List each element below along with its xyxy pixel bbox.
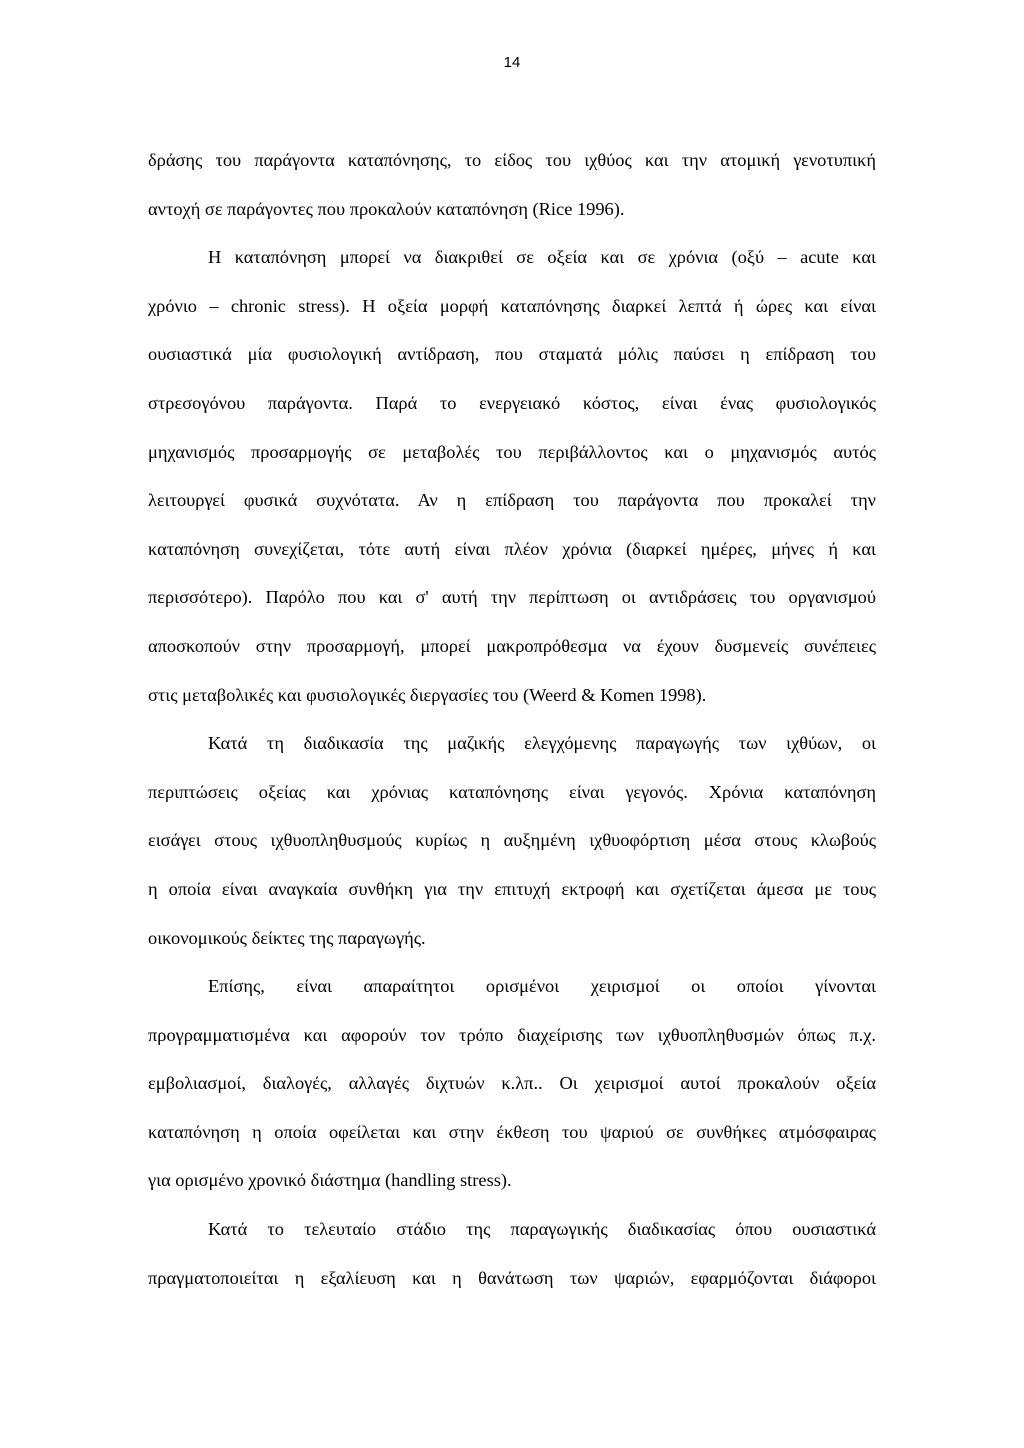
text-line: πραγματοποιείται η εξαλίευση και η θανάτωση των ψαριών, εφαρμόζονται διάφοροι [148, 1267, 876, 1288]
text-line: Κατά το τελευταίο στάδιο της παραγωγικής διαδικασίας όπου ουσιαστικά [208, 1219, 876, 1240]
text-line: προγραμματισμένα και αφορούν τον τρόπο διαχείρισης των ιχθυοπληθυσμών όπως π.χ. [148, 1024, 876, 1045]
text-line: η οποία είναι αναγκαία συνθήκη για την επιτυχή εκτροφή και σχετίζεται άμεσα με τους [148, 878, 876, 899]
text-line: Η καταπόνηση μπορεί να διακριθεί σε οξεία και σε χρόνια (οξύ – acute και [208, 247, 876, 268]
text-line: στρεσογόνου παράγοντα. Παρά το ενεργειακό κόστος, είναι ένας φυσιολογικός [148, 392, 876, 413]
body-text [148, 140, 876, 1306]
text-line: στις μεταβολικές και φυσιολογικές διεργασίες του (Weerd & Komen 1998). [148, 684, 707, 705]
text-line: Κατά τη διαδικασία της μαζικής ελεγχόμενης παραγωγής των ιχθύων, οι [208, 733, 876, 754]
text-line: καταπόνηση η οποία οφείλεται και στην έκθεση του ψαριού σε συνθήκες ατμόσφαιρας [148, 1121, 876, 1142]
text-line: οικονομικούς δείκτες της παραγωγής. [148, 927, 426, 948]
text-line: αποσκοπούν στην προσαρμογή, μπορεί μακροπρόθεσμα να έχουν δυσμενείς συνέπειες [148, 635, 876, 656]
text-line: μηχανισμός προσαρμογής σε μεταβολές του περιβάλλοντος και ο μηχανισμός αυτός [148, 441, 876, 462]
text-line: για ορισμένο χρονικό διάστημα (handling stress). [148, 1170, 512, 1191]
text-line: Επίσης, είναι απαραίτητοι ορισμένοι χειρισμοί οι οποίοι γίνονται [208, 976, 876, 997]
text-line: ουσιαστικά μία φυσιολογική αντίδραση, που σταματά μόλις παύσει η επίδραση του [148, 344, 876, 365]
text-line: λειτουργεί φυσικά συχνότατα. Αν η επίδραση του παράγοντα που προκαλεί την [148, 490, 876, 511]
text-line: περισσότερο). Παρόλο που και σ' αυτή την περίπτωση οι αντιδράσεις του οργανισμού [148, 587, 876, 608]
page-number: 14 [503, 54, 521, 71]
text-line: καταπόνηση συνεχίζεται, τότε αυτή είναι πλέον χρόνια (διαρκεί ημέρες, μήνες ή και [148, 538, 876, 559]
text-line: χρόνιο – chronic stress). Η οξεία μορφή καταπόνησης διαρκεί λεπτά ή ώρες και είναι [148, 295, 876, 316]
text-line: εμβολιασμοί, διαλογές, αλλαγές διχτυών κ.λπ.. Οι χειρισμοί αυτοί προκαλούν οξεία [148, 1073, 876, 1094]
text-line: εισάγει στους ιχθυοπληθυσμούς κυρίως η αυξημένη ιχθυοφόρτιση μέσα στους κλωβούς [148, 830, 876, 851]
text-line: αντοχή σε παράγοντες που προκαλούν καταπόνηση (Rice 1996). [148, 198, 625, 219]
text-line: δράσης του παράγοντα καταπόνησης, το είδος του ιχθύος και την ατομική γενοτυπική [148, 150, 876, 170]
text-line: περιπτώσεις οξείας και χρόνιας καταπόνησης είναι γεγονός. Χρόνια καταπόνηση [148, 781, 876, 802]
